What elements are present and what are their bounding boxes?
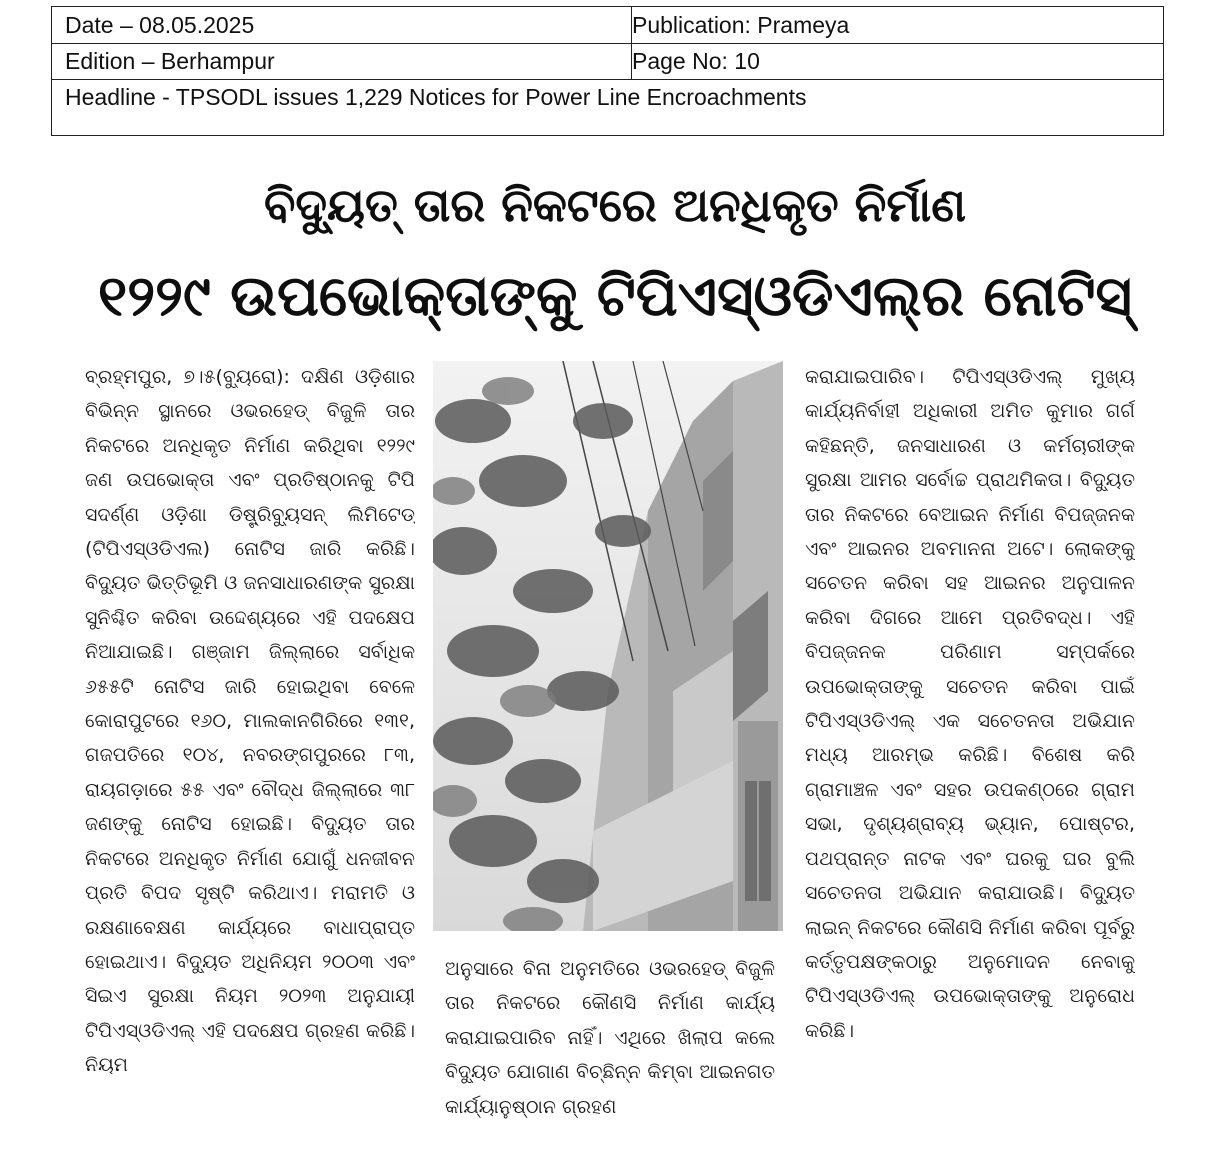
date-cell: Date – 08.05.2025 — [52, 7, 632, 43]
clipping-info-table — [51, 6, 1164, 136]
article-column-1: ବ୍ରହ୍ମପୁର, ୭।୫(ବ୍ୟୁରୋ): ଦକ୍ଷିଣ ଓଡ଼ିଶାର ବିଭିନ୍ନ ସ୍ଥାନରେ ଓଭରହେଡ୍ ବିଜୁଳି ତାର ନିକଟରେ ଅନଧିକୃତ ନିର୍ମାଣ କରିଥିବା ୧୨୨୯ ଜଣ ଉପଭୋକ୍ତା ଏବଂ ପ୍ରତିଷ୍ଠାନକୁ ଟିପି ସଦର୍ଣ୍ଣ ଓଡ଼ିଶା ଡିଷ୍ଟ୍ରିବ୍ୟୁସନ୍ ଲିମିଟେଡ୍ (ଟିପିଏସ୍ଓଡିଏଲ) ନୋଟିସ ଜାରି କରିଛି। ବିଦ୍ୟୁତ ଭିତ୍ତିଭୂମି ଓ ଜନସାଧାରଣଙ୍କ ସୁରକ୍ଷା ସୁନିଶ୍ଚିତ କରିବା ଉଦ୍ଦେଶ୍ୟରେ ଏହି ପଦକ୍ଷେପ ନିଆଯାଇଛି। ଗଞ୍ଜାମ ଜିଲ୍ଲାରେ ସର୍ବାଧିକ ୬୫୫ଟି ନୋଟିସ ଜାରି ହୋଇଥିବା ବେଳେ କୋରାପୁଟରେ ୧୬୦, ମାଲକାନଗିରିରେ ୧୩୧, ଗଜପତିରେ ୧୦୪, ନବରଙ୍ଗପୁରରେ ୮୩, ରାୟଗଡ଼ାରେ ୫୫ ଏବଂ ବୌଦ୍ଧ ଜିଲ୍ଲାରେ ୩୮ ଜଣଙ୍କୁ ନୋଟିସ ହୋଇଛି। ବିଦ୍ୟୁତ ତାର ନିକଟରେ ଅନଧିକୃତ ନିର୍ମାଣ ଯୋଗୁଁ ଧନଜୀବନ ପ୍ରତି ବିପଦ ସୃଷ୍ଟି କରିଥାଏ। ମରାମତି ଓ ରକ୍ଷଣାବେକ୍ଷଣ କାର୍ଯ୍ୟରେ ବାଧାପ୍ରାପ୍ତ ହୋଇଥାଏ। ବିଦ୍ୟୁତ ଅଧିନିୟମ ୨୦୦୩ ଏବଂ ସିଇଏ ସୁରକ୍ଷା ନିୟମ ୨୦୨୩ ଅନୁଯାୟୀ ଟିପିଏସ୍ଓଡିଏଲ୍ ଏହି ପଦକ୍ଷେପ ଗ୍ରହଣ କରିଛି। ନିୟମ — [85, 366, 415, 1077]
article-column-2: ଅନୁସାରେ ବିନା ଅନୁମତିରେ ଓଭରହେଡ୍ ବିଜୁଳି ତାର ନିକଟରେ କୌଣସି ନିର୍ମାଣ କାର୍ଯ୍ୟ କରାଯାଇପାରିବ ନାହିଁ। ଏଥିରେ ଖିଲାପ କଲେ ବିଦ୍ୟୁତ ଯୋଗାଣ ବିଚ୍ଛିନ୍ନ କିମ୍ବା ଆଇନଗତ କାର୍ଯ୍ୟାନୁଷ୍ଠାନ ଗ୍ରହଣ — [445, 958, 775, 1118]
headline-cell: Headline - TPSODL issues 1,229 Notices for Power Line Encroachments — [65, 84, 807, 110]
info-row-date-publication — [52, 7, 1163, 44]
article-headline-line1: ବିଦ୍ୟୁତ୍ ତାର ନିକଟରେ ଅନଧିକୃତ ନିର୍ମାଣ — [263, 178, 967, 232]
building-photo-image — [433, 361, 783, 931]
article-photo — [433, 361, 783, 931]
article-column-3: କରାଯାଇପାରିବ। ଟିପିଏସ୍ଓଡିଏଲ୍ ମୁଖ୍ୟ କାର୍ଯ୍ୟନିର୍ବାହୀ ଅଧିକାରୀ ଅମିତ କୁମାର ଗର୍ଗ କହିଛନ୍ତି, ଜନସାଧାରଣ ଓ କର୍ମଚାରୀଙ୍କ ସୁରକ୍ଷା ଆମର ସର୍ବୋଚ୍ଚ ପ୍ରାଥମିକତା। ବିଦ୍ୟୁତ ତାର ନିକଟରେ ବେଆଇନ ନିର୍ମାଣ ବିପଜ୍ଜନକ ଏବଂ ଆଇନର ଅବମାନନା ଅଟେ। ଲୋକଙ୍କୁ ସଚେତନ କରିବା ସହ ଆଇନର ଅନୁପାଳନ କରିବା ଦିଗରେ ଆମେ ପ୍ରତିବଦ୍ଧ। ଏହି ବିପଜ୍ଜନକ ପରିଣାମ ସମ୍ପର୍କରେ ଉପଭୋକ୍ତାଙ୍କୁ ସଚେତନ କରିବା ପାଇଁ ଟିପିଏସ୍ଓଡିଏଲ୍ ଏକ ସଚେତନତା ଅଭିଯାନ ମଧ୍ୟ ଆରମ୍ଭ କରିଛି। ବିଶେଷ କରି ଗ୍ରାମାଞ୍ଚଳ ଏବଂ ସହର ଉପକଣ୍ଠରେ ଗ୍ରାମ ସଭା, ଦୃଶ୍ୟଶ୍ରାବ୍ୟ ଭ୍ୟାନ, ପୋଷ୍ଟର, ପଥପ୍ରାନ୍ତ ନାଟକ ଏବଂ ଘରକୁ ଘର ବୁଲି ସଚେତନତା ଅଭିଯାନ କରାଯାଉଛି। ବିଦ୍ୟୁତ ଲାଇନ୍ ନିକଟରେ କୌଣସି ନିର୍ମାଣ କରିବା ପୂର୍ବରୁ କର୍ତ୍ତୃପକ୍ଷଙ୍କଠାରୁ ଅନୁମୋଦନ ନେବାକୁ ଟିପିଏସ୍ଓଡିଏଲ୍ ଉପଭୋକ୍ତାଙ୍କୁ ଅନୁରୋଧ କରିଛି। — [805, 366, 1135, 1042]
info-row-edition-page — [52, 43, 1163, 80]
edition-cell: Edition – Berhampur — [52, 43, 632, 79]
article-headline-line2: ୧୨୨୯ ଉପଭୋକ୍ତାଙ୍କୁ ଟିପିଏସ୍ଓଡିଏଲ୍‌ର ନୋଟିସ୍ — [98, 264, 1132, 329]
info-row-headline — [52, 79, 1163, 135]
publication-cell: Publication: Prameya — [632, 12, 850, 38]
page-number-cell: Page No: 10 — [632, 48, 760, 74]
